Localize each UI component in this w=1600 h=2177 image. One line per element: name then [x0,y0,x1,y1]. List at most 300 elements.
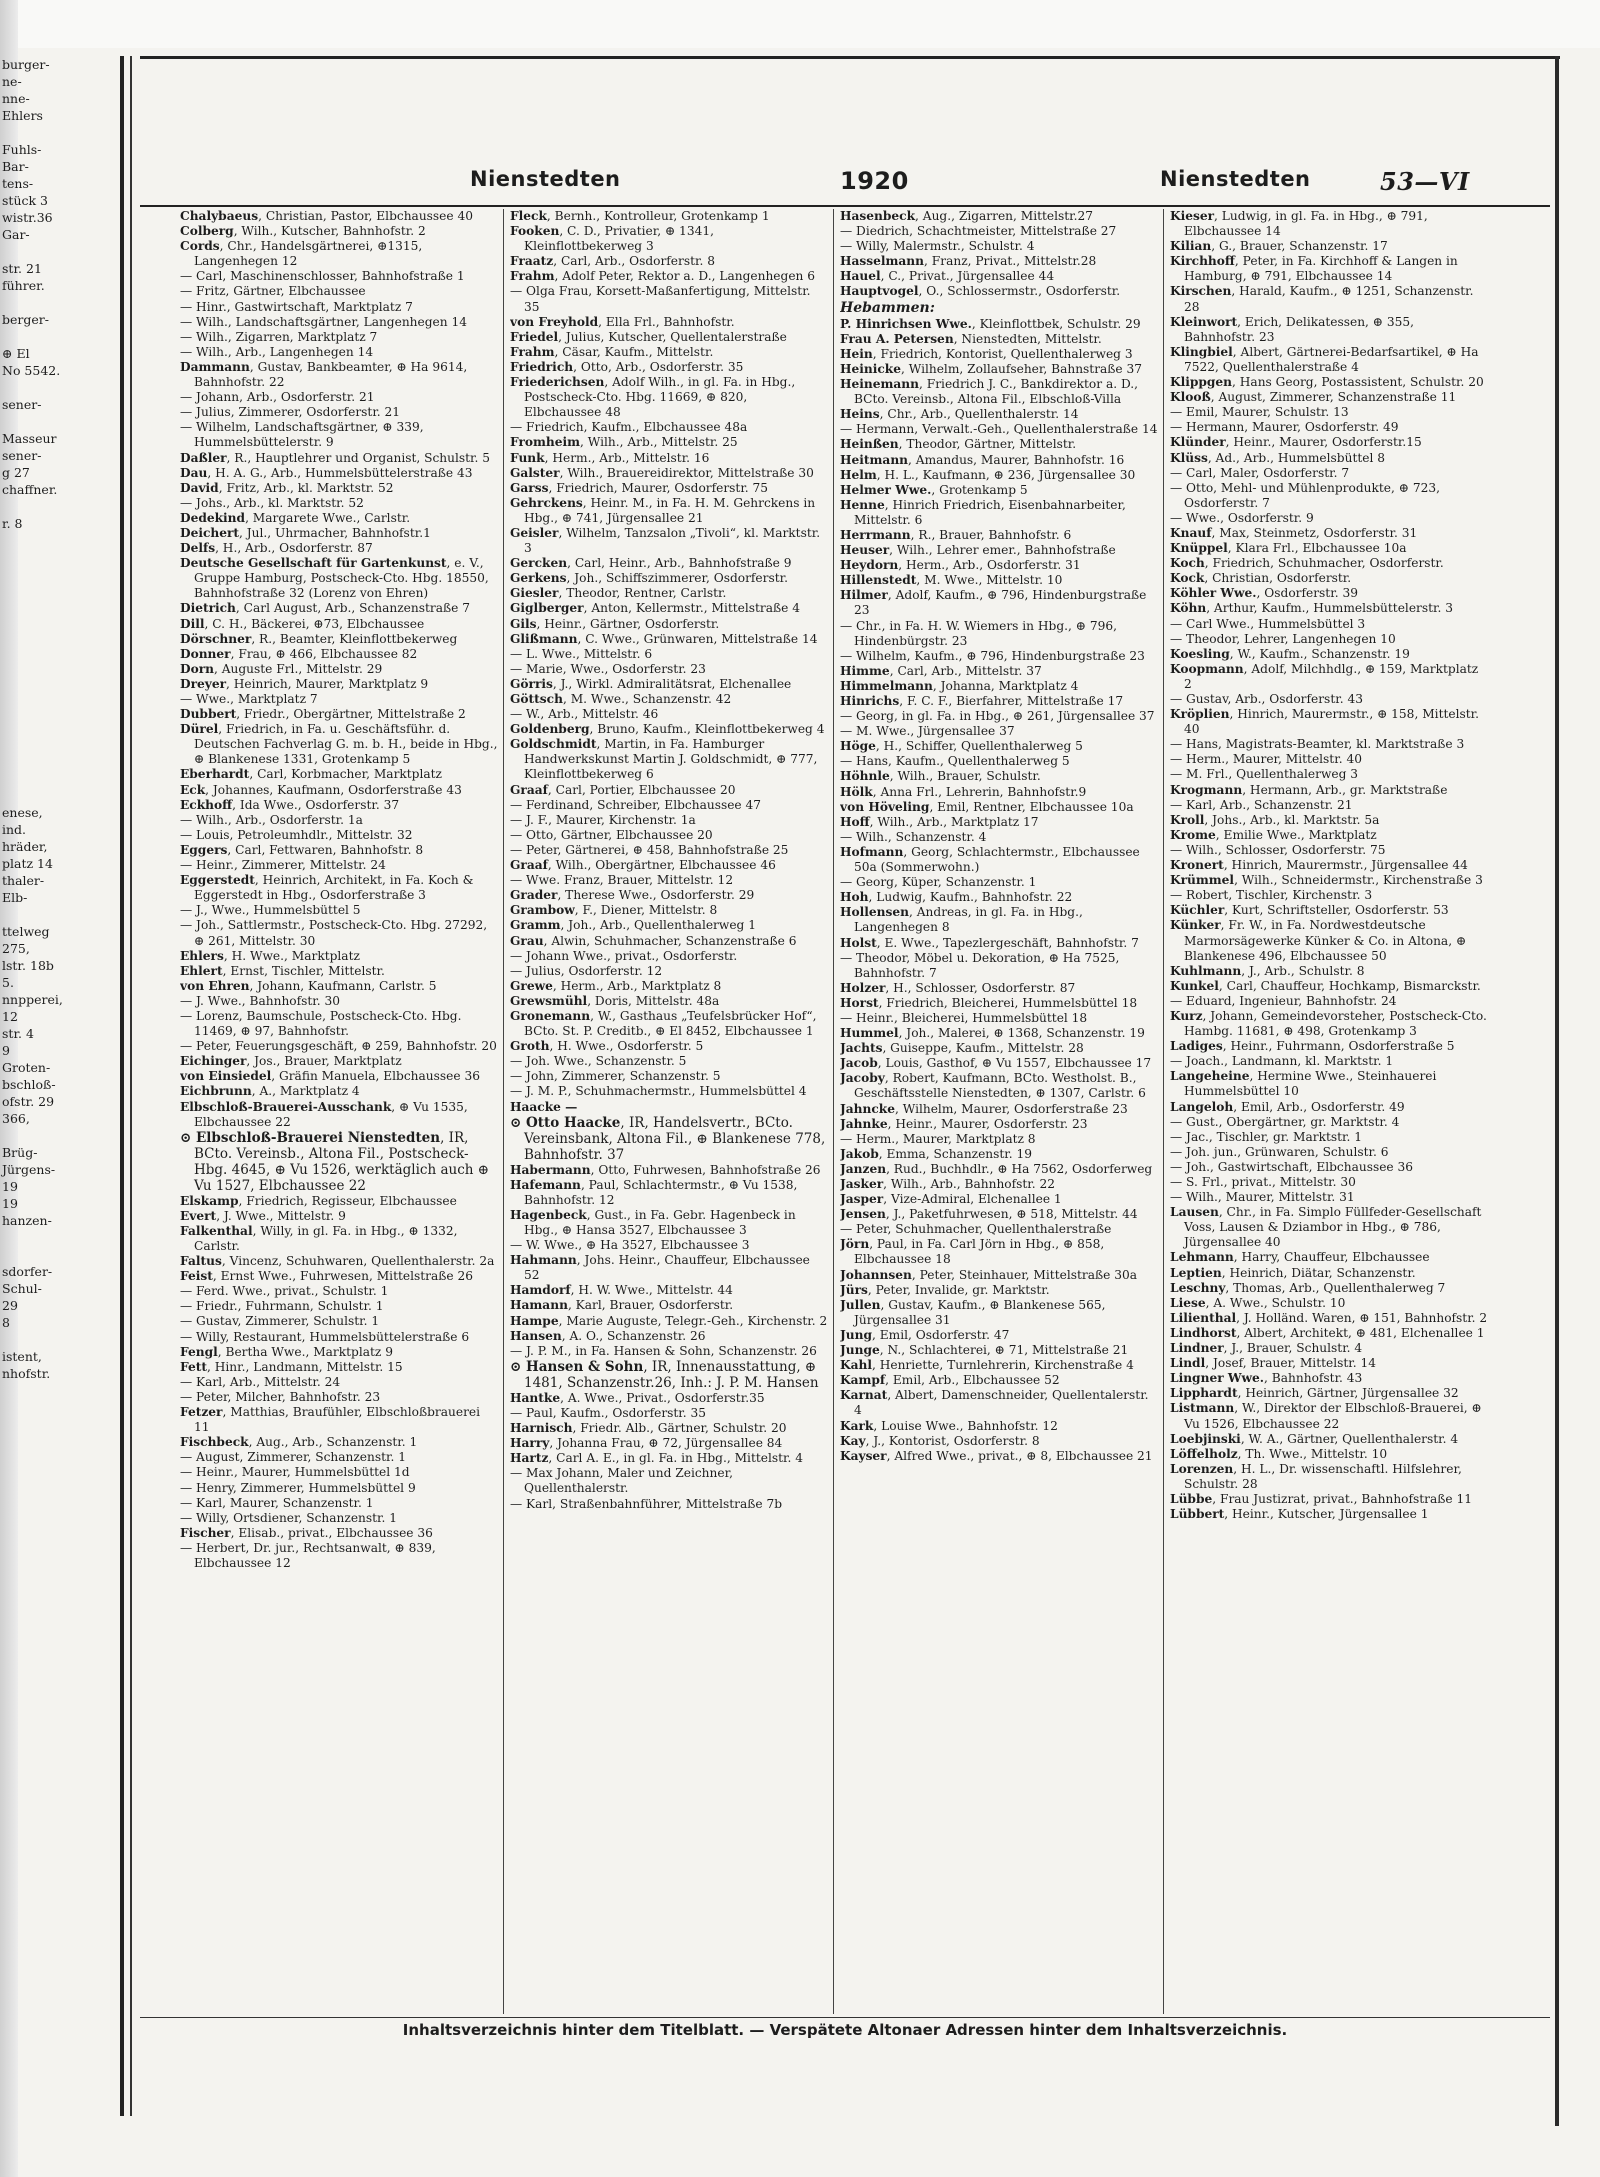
directory-entry: — Heinr., Maurer, Hummelsbüttel 1d [180,1465,410,1480]
directory-entry: Frahm, Cäsar, Kaufm., Mittelstr. [510,344,714,359]
directory-entry: Hafemann, Paul, Schlachtermstr., ⊕ Vu 1538, Bahnhofstr. 12 [510,1177,798,1207]
directory-entry: Koch, Friedrich, Schuhmacher, Osdorferstr. [1170,556,1444,571]
directory-entry: — Karl, Arb., Schanzenstr. 21 [1170,797,1353,812]
directory-entry: Heydorn, Herm., Arb., Osdorferstr. 31 [840,558,1081,573]
entry-name: Goldschmidt [510,737,597,752]
sliver-text-fragment: No 5542. [2,363,61,378]
directory-entry: Hamdorf, H. W. Wwe., Mittelstr. 44 [510,1283,733,1298]
entry-name: Friederichsen [510,375,605,390]
entry-name: Lipphardt [1170,1386,1238,1401]
directory-entry: Henne, Hinrich Friedrich, Eisenbahnarbeiter, Mittelstr. 6 [840,497,1126,527]
directory-entry: Klippgen, Hans Georg, Postassistent, Schulstr. 20 [1170,375,1484,390]
entry-name: Kirchhoff [1170,254,1235,269]
directory-entry: — Friedr., Fuhrmann, Schulstr. 1 [180,1299,384,1314]
directory-entry: — Chr., in Fa. H. W. Wiemers in Hbg., ⊕ 796, Hindenbürgstr. 23 [840,618,1117,648]
column-divider [1163,209,1164,2014]
directory-entry: — Olga Frau, Korsett-Maßanfertigung, Mittelstr. 35 [510,284,811,314]
entry-name: Glißmann [510,631,578,646]
directory-entry: Liese, A. Wwe., Schulstr. 10 [1170,1295,1346,1310]
entry-name: Kronert [1170,858,1224,873]
entry-name: Gronemann [510,1008,591,1023]
directory-entry: Fraatz, Carl, Arb., Osdorferstr. 8 [510,254,715,269]
directory-entry: Klooß, August, Zimmerer, Schanzenstraße 11 [1170,390,1457,405]
entry-name: David [180,480,219,495]
entry-name: Fischbeck [180,1435,249,1450]
directory-entry: Gercken, Carl, Heinr., Arb., Bahnhofstraße 9 [510,556,792,571]
directory-entry: von Ehren, Johann, Kaufmann, Carlstr. 5 [180,978,437,993]
directory-entry: Jacob, Louis, Gasthof, ⊕ Vu 1557, Elbchaussee 17 [840,1056,1152,1071]
directory-entry: Eck, Johannes, Kaufmann, Osdorferstraße 43 [180,782,462,797]
entry-name: Hauptvogel [840,284,919,299]
directory-entry: Gehrckens, Heinr. M., in Fa. H. M. Gehrckens in Hbg., ⊕ 741, Jürgensallee 21 [510,495,816,525]
entry-name: Graaf [510,858,548,873]
directory-entry: Hoff, Wilh., Arb., Marktplatz 17 [840,814,1039,829]
directory-entry: Lausen, Chr., in Fa. Simplo Füllfeder-Gesellschaft Voss, Lausen & Dziambor in Hbg., ⊕ 786, Jürgensallee 40 [1170,1205,1482,1250]
entry-name: von Freyhold [510,314,599,329]
sliver-text-fragment: Jürgens- [2,1162,56,1177]
directory-entry: Jakob, Emma, Schanzenstr. 19 [840,1146,1033,1161]
directory-entry: — Heinr., Bleicherei, Hummelsbüttel 18 [840,1010,1088,1025]
directory-entry: Fischer, Elisab., privat., Elbchaussee 36 [180,1525,433,1540]
directory-entry: — Willy, Malermstr., Schulstr. 4 [840,239,1035,254]
entry-name: Hollensen [840,905,909,920]
directory-entry: Dill, C. H., Bäckerei, ⊕73, Elbchaussee [180,616,425,631]
directory-entry: Leptien, Heinrich, Diätar, Schanzenstr. [1170,1265,1416,1280]
directory-entry: — Gustav, Arb., Osdorferstr. 43 [1170,692,1363,706]
previous-page-sliver [0,56,124,2116]
directory-entry: Grader, Therese Wwe., Osdorferstr. 29 [510,888,755,903]
directory-entry: Kampf, Emil, Arb., Elbchaussee 52 [840,1373,1060,1388]
entry-name: Lindner [1170,1341,1224,1356]
column-divider [833,209,834,2014]
entry-name: Hamdorf [510,1283,571,1298]
sliver-text-fragment: ind. [2,822,27,837]
page-header [140,159,1550,199]
entry-name: Görris [510,676,553,691]
directory-entry: — Paul, Kaufm., Osdorferstr. 35 [510,1405,707,1420]
directory-entry: Geisler, Wilhelm, Tanzsalon „Tivoli“, kl. Marktstr. 3 [510,525,821,556]
directory-entry: Hofmann, Georg, Schlachtermstr., Elbchaussee 50a (Sommerwohn.) [840,844,1140,875]
directory-entry: Jasker, Wilh., Arb., Bahnhofstr. 22 [840,1177,1056,1191]
entry-name: Lindl [1170,1356,1206,1371]
directory-entry: Friedrich, Otto, Arb., Osdorferstr. 35 [510,359,744,374]
sliver-text-fragment [0,634,120,651]
sliver-text-fragment: stück 3 [2,193,48,208]
directory-entry: Kröplien, Hinrich, Maurermstr., ⊕ 158, Mittelstr. 40 [1170,707,1479,737]
directory-entry: — J., Wwe., Hummelsbüttel 5 [180,903,361,918]
directory-entry: Höge, H., Schiffer, Quellenthalerweg 5 [840,739,1083,754]
entry-name: Heuser [840,543,890,558]
entry-name: Helm [840,467,877,482]
entry-name: Fleck [510,209,547,223]
entry-name: Daßler [180,450,227,465]
directory-entry: Hansen, A. O., Schanzenstr. 26 [510,1328,706,1343]
directory-entry: Giglberger, Anton, Kellermstr., Mittelstraße 4 [510,601,800,616]
entry-name: Hasenbeck [840,209,916,223]
sliver-text-fragment: Brüg- [2,1145,38,1160]
directory-entry: — Herm., Maurer, Marktplatz 8 [840,1131,1036,1146]
entry-name: Ehlers [180,948,224,963]
directory-entry: Lorenzen, H. L., Dr. wissenschaftl. Hilfslehrer, Schulstr. 28 [1170,1461,1462,1491]
directory-entry: Kayser, Alfred Wwe., privat., ⊕ 8, Elbchaussee 21 [840,1448,1153,1463]
directory-entry: Listmann, W., Direktor der Elbschloß-Brauerei, ⊕ Vu 1526, Elbchaussee 22 [1170,1401,1482,1431]
sliver-text-fragment: hräder, [2,839,48,854]
sliver-text-fragment: Ehlers [2,108,43,123]
directory-entry: — Jac., Tischler, gr. Marktstr. 1 [1170,1129,1362,1144]
directory-entry: Fetzer, Matthias, Braufühler, Elbschloßbrauerei 11 [180,1405,481,1435]
directory-entry: Jörn, Paul, in Fa. Carl Jörn in Hbg., ⊕ 858, Elbchaussee 18 [840,1237,1105,1267]
directory-entry: Harnisch, Friedr. Alb., Gärtner, Schulstr. 20 [510,1421,787,1436]
directory-entry: Kuhlmann, J., Arb., Schulstr. 8 [1170,963,1365,978]
entry-name: Jung [840,1327,873,1342]
entry-name: Gehrckens [510,495,583,510]
directory-entry: Heuser, Wilh., Lehrer emer., Bahnhofstraße [840,543,1116,558]
directory-entry: — M. Frl., Quellenthalerweg 3 [1170,767,1359,782]
entry-name: Kilian [1170,239,1212,254]
entry-name: Jahnke [840,1116,888,1131]
directory-entry: Deichert, Jul., Uhrmacher, Bahnhofstr.1 [180,525,431,540]
sliver-text-fragment: Bar- [2,159,29,174]
directory-entry: Dedekind, Margarete Wwe., Carlstr. [180,510,411,525]
entry-name: Kuhlmann [1170,963,1242,978]
sliver-text-fragment [0,719,120,736]
entry-name: Hartz [510,1451,549,1466]
directory-entry: — J. P. M., in Fa. Hansen & Sohn, Schanzenstr. 26 [510,1343,817,1358]
sliver-text-fragment: Elb- [2,890,28,905]
entry-name: Elbschloß-Brauerei-Ausschank [180,1099,392,1114]
entry-name: Eberhardt [180,767,250,782]
directory-entry: — Hinr., Gastwirtschaft, Marktplatz 7 [180,299,413,314]
entry-name: Höge [840,739,876,754]
sliver-text-fragment [0,124,120,141]
directory-entry: Heins, Chr., Arb., Quellenthalerstr. 14 [840,407,1079,422]
directory-entry: — Carl, Maschinenschlosser, Bahnhofstraße 1 [180,269,465,284]
directory-entry: — Otto, Mehl- und Mühlenprodukte, ⊕ 723, Osdorferstr. 7 [1170,480,1440,510]
directory-entry: Dammann, Gustav, Bankbeamter, ⊕ Ha 9614, Bahnhofstr. 22 [180,359,468,390]
directory-entry: Habermann, Otto, Fuhrwesen, Bahnhofstraße 26 [510,1162,821,1177]
directory-entry: Langeloh, Emil, Arb., Osdorferstr. 49 [1170,1099,1405,1114]
directory-entry: Jasper, Vize-Admiral, Elchenallee 1 [840,1192,1062,1207]
entry-name: Klooß [1170,390,1211,405]
directory-entry: Kilian, G., Brauer, Schanzenstr. 17 [1170,239,1388,254]
entry-name: Friedrich [510,359,574,374]
directory-entry: — Theodor, Lehrer, Langenhegen 10 [1170,631,1396,646]
directory-entry: Groth, H. Wwe., Osdorferstr. 5 [510,1039,704,1054]
directory-entry: — Fritz, Gärtner, Elbchaussee [180,284,366,299]
entry-name: Galster [510,465,560,480]
directory-entry: Fett, Hinr., Landmann, Mittelstr. 15 [180,1359,403,1374]
directory-entry: Grewe, Herm., Arb., Marktplatz 8 [510,978,722,993]
sliver-text-fragment [0,702,120,719]
entry-name: Koch [1170,556,1205,571]
directory-entry: Harry, Johanna Frau, ⊕ 72, Jürgensallee 84 [510,1436,783,1451]
entry-name: Harnisch [510,1421,573,1436]
directory-entry: Deutsche Gesellschaft für Gartenkunst, e. V., Gruppe Hamburg, Postscheck-Cto. Hbg. 18550, Bahnhofstraße 32 (Lorenz von Ehren) [180,556,489,601]
directory-entry: Grambow, F., Diener, Mittelstr. 8 [510,903,718,918]
entry-name: Garss [510,480,549,495]
header-page-number: 53—VI [1380,167,1470,196]
entry-name: Jacob [840,1056,878,1071]
entry-name: Göttsch [510,692,563,706]
entry-name: Heitmann [840,452,909,467]
directory-entry: — Theodor, Möbel u. Dekoration, ⊕ Ha 7525, Bahnhofstr. 7 [840,950,1120,980]
entry-name: Geisler [510,525,559,540]
directory-entry: — Hermann, Verwalt.-Geh., Quellenthalerstraße 14 [840,422,1158,437]
entry-name: Liese [1170,1295,1206,1310]
directory-entry: Löffelholz, Th. Wwe., Mittelstr. 10 [1170,1446,1388,1461]
directory-entry: Cords, Chr., Handelsgärtnerei, ⊕1315, Langenhegen 12 [180,239,423,269]
entry-name: Kahl [840,1358,872,1373]
directory-page [140,56,1560,2159]
directory-entry: Kay, J., Kontorist, Osdorferstr. 8 [840,1433,1040,1448]
entry-name: Dammann [180,359,250,374]
entry-name: Funk [510,450,545,465]
entry-name: Dietrich [180,601,236,616]
sliver-text-fragment [0,685,120,702]
directory-entry: Kirschen, Harald, Kaufm., ⊕ 1251, Schanzenstr. 28 [1170,284,1474,314]
entry-name: Fromheim [510,435,581,450]
sliver-text-fragment: chaffner. [2,482,58,497]
directory-entry: — Hans, Magistrats-Beamter, kl. Marktstraße 3 [1170,737,1465,752]
directory-entry: Dreyer, Heinrich, Maurer, Marktplatz 9 [180,676,429,691]
directory-entry: — Wilh., Arb., Langenhegen 14 [180,344,374,359]
sliver-text-fragment [0,1229,120,1246]
directory-entry: Himmelmann, Johanna, Marktplatz 4 [840,678,1079,693]
entry-name: Dörschner [180,631,252,646]
entry-name: Hilmer [840,588,888,603]
entry-name: Grau [510,933,544,948]
directory-entry: — Wilh., Arb., Osdorferstr. 1a [180,812,363,827]
entry-name: Holst [840,935,877,950]
entry-name: Eckhoff [180,797,233,812]
directory-entry: — Wwe., Osdorferstr. 9 [1170,510,1314,525]
directory-entry: Jürs, Peter, Invalide, gr. Marktstr. [840,1282,1050,1297]
entry-name: Krogmann [1170,782,1243,797]
directory-entry: Göttsch, M. Wwe., Schanzenstr. 42 [510,692,732,706]
sliver-text-fragment: ofstr. 29 [2,1094,55,1109]
entry-name: Gils [510,616,537,631]
sliver-text-fragment: Groten- [2,1060,51,1075]
entry-name: Kröplien [1170,707,1230,722]
entry-name: Jacoby [840,1071,885,1086]
entry-name: Kroll [1170,812,1205,827]
column-4 [1170,209,1488,2014]
sliver-text-fragment: sener- [2,448,42,463]
entry-name: Fengl [180,1344,218,1359]
directory-entry: Kronert, Hinrich, Maurermstr., Jürgensallee 44 [1170,858,1468,873]
directory-entry: Elbschloß-Brauerei-Ausschank, ⊕ Vu 1535, Elbchaussee 22 [180,1099,468,1129]
directory-entry: Elskamp, Friedrich, Regisseur, Elbchaussee [180,1193,457,1208]
page-footer-note: Inhaltsverzeichnis hinter dem Titelblatt. — Verspätete Altonaer Adressen hinter dem Inhaltsverzeichnis. [402,2021,1288,2039]
entry-name: Grewe [510,978,553,993]
directory-entry: — Johann, Arb., Osdorferstr. 21 [180,390,375,405]
entry-name: Krümmel [1170,873,1235,888]
directory-entry: Friederichsen, Adolf Wilh., in gl. Fa. in Hbg., Postscheck-Cto. Hbg. 11669, ⊕ 820, Elbchaussee 48 [510,375,796,420]
header-place-left: Nienstedten [470,167,621,191]
directory-entry: Jung, Emil, Osdorferstr. 47 [840,1327,1010,1342]
directory-entry: Funk, Herm., Arb., Mittelstr. 16 [510,450,710,465]
directory-entry: — Wilh., Maurer, Mittelstr. 31 [1170,1190,1355,1205]
directory-entry: Eberhardt, Carl, Korbmacher, Marktplatz [180,767,442,782]
header-rule [140,205,1550,207]
directory-entry: Hasselmann, Franz, Privat., Mittelstr.28 [840,254,1097,269]
entry-name: Ehlert [180,963,223,978]
directory-entry: Klingbiel, Albert, Gärtnerei-Bedarfsartikel, ⊕ Ha 7522, Quellenthalerstraße 4 [1170,344,1479,374]
entry-name: Deutsche Gesellschaft für Gartenkunst [180,556,447,571]
directory-entry: — Hermann, Maurer, Osdorferstr. 49 [1170,420,1399,435]
directory-entry: — Peter, Schuhmacher, Quellenthalerstraße [840,1222,1112,1237]
directory-entry: Lingner Wwe., Bahnhofstr. 43 [1170,1371,1363,1386]
directory-entry: Koesling, W., Kaufm., Schanzenstr. 19 [1170,646,1410,661]
directory-entry: Koopmann, Adolf, Milchhdlg., ⊕ 159, Marktplatz 2 [1170,661,1479,691]
directory-entry: — Willy, Ortsdiener, Schanzenstr. 1 [180,1510,398,1525]
directory-entry: Hasenbeck, Aug., Zigarren, Mittelstr.27 [840,209,1094,223]
directory-entry: Johannsen, Peter, Steinhauer, Mittelstraße 30a [840,1267,1137,1282]
directory-entry: Knauf, Max, Steinmetz, Osdorferstr. 31 [1170,525,1418,540]
directory-entry: Daßler, R., Hauptlehrer und Organist, Schulstr. 5 [180,450,491,465]
entry-name: Dedekind [180,510,246,525]
directory-entry: Höhnle, Wilh., Brauer, Schulstr. [840,769,1041,784]
directory-entry: — Robert, Tischler, Kirchenstr. 3 [1170,888,1373,903]
entry-name: Köhler Wwe. [1170,586,1257,601]
entry-name: Fett [180,1359,207,1374]
entry-name: Dreyer [180,676,227,691]
directory-entry: Köhn, Arthur, Kaufm., Hummelsbüttelerstr. 3 [1170,601,1453,616]
entry-name: Hahmann [510,1253,577,1268]
sliver-text-fragment: wistr.36 [2,210,53,225]
directory-entry: Künker, Fr. W., in Fa. Nordwestdeutsche Marmorsägewerke Künker & Co. in Altona, ⊕ Blankenese 496, Elbchaussee 50 [1170,918,1467,963]
entry-name: Henne [840,497,885,512]
entry-name: Hummel [840,1026,899,1041]
sliver-text-fragment [0,651,120,668]
directory-entry: Kieser, Ludwig, in gl. Fa. in Hbg., ⊕ 791, Elbchaussee 14 [1170,209,1428,239]
directory-entry: Holzer, H., Schlosser, Osdorferstr. 87 [840,980,1076,995]
directory-entry: — Georg, in gl. Fa. in Hbg., ⊕ 261, Jürgensallee 37 [840,709,1155,724]
entry-name: Lorenzen [1170,1461,1234,1476]
entry-name: Jullen [840,1297,881,1312]
directory-entry: — Hans, Kaufm., Quellenthalerweg 5 [840,754,1070,769]
entry-name: Friedel [510,329,559,344]
entry-name: Lehmann [1170,1250,1234,1265]
directory-entry: Lindhorst, Albert, Architekt, ⊕ 481, Elchenallee 1 [1170,1325,1485,1340]
sliver-text-fragment: 12 [2,1009,18,1024]
directory-entry: — Joach., Landmann, kl. Marktstr. 1 [1170,1054,1394,1069]
directory-entry: — Emil, Maurer, Schulstr. 13 [1170,405,1349,420]
entry-name: Chalybaeus [180,209,259,223]
entry-name: Frahm [510,269,555,284]
directory-entry: — Carl, Maler, Osdorferstr. 7 [1170,465,1350,480]
header-year: 1920 [840,167,909,195]
directory-entry: — J. F., Maurer, Kirchenstr. 1a [510,812,696,827]
entry-name: Donner [180,646,231,661]
directory-entry: Hartz, Carl A. E., in gl. Fa. in Hbg., Mittelstr. 4 [510,1451,804,1466]
directory-entry: Delfs, H., Arb., Osdorferstr. 87 [180,541,373,556]
directory-entry: — Otto, Gärtner, Elbchaussee 20 [510,827,713,842]
sliver-text-fragment: burger- [2,57,50,72]
entry-name: Karnat [840,1388,888,1403]
directory-entry: Dau, H. A. G., Arb., Hummelsbüttelerstraße 43 [180,465,473,480]
entry-name: Faltus [180,1254,222,1269]
sliver-text-fragment [0,328,120,345]
directory-entry: Lindner, J., Brauer, Schulstr. 4 [1170,1341,1363,1356]
entry-name: Elskamp [180,1193,239,1208]
entry-name: Graaf [510,782,548,797]
directory-entry: Fooken, C. D., Privatier, ⊕ 1341, Kleinflottbekerweg 3 [510,224,714,254]
directory-entry: Küchler, Kurt, Schriftsteller, Osdorferstr. 53 [1170,903,1449,918]
entry-name: Heydorn [840,558,899,573]
directory-entry: — J. M. P., Schuhmachermstr., Hummelsbüttel 4 [510,1084,807,1099]
directory-entry: — L. Wwe., Mittelstr. 6 [510,646,653,661]
entry-name: Kock [1170,571,1205,586]
directory-entry: Kock, Christian, Osdorferstr. [1170,571,1352,586]
sliver-text-fragment: sdorfer- [2,1264,53,1279]
directory-entry: — Wilh., Schanzenstr. 4 [840,829,987,844]
entry-name: Koopmann [1170,661,1244,676]
entry-name: Hagenbeck [510,1207,587,1222]
sliver-text-fragment: sener- [2,397,42,412]
entry-name: Kleinwort [1170,314,1238,329]
directory-entry: Kahl, Henriette, Turnlehrerin, Kirchenstraße 4 [840,1358,1134,1373]
directory-entry: — Wwe. Franz, Brauer, Mittelstr. 12 [510,873,734,888]
directory-entry: Hagenbeck, Gust., in Fa. Gebr. Hagenbeck in Hbg., ⊕ Hansa 3527, Elbchaussee 3 [510,1207,796,1237]
directory-entry: — W., Arb., Mittelstr. 46 [510,707,659,722]
entry-name: Jensen [840,1207,886,1222]
directory-entry: Heinßen, Theodor, Gärtner, Mittelstr. [840,437,1077,452]
directory-entry: — Peter, Milcher, Bahnhofstr. 23 [180,1389,381,1404]
sliver-text-fragment: r. 8 [2,516,23,531]
directory-entry: — Wilhelm, Landschaftsgärtner, ⊕ 339, Hummelsbüttelerstr. 9 [180,420,424,450]
entry-name: Jahncke [840,1101,896,1116]
directory-entry: Fromheim, Wilh., Arb., Mittelstr. 25 [510,435,738,450]
entry-name: Lilienthal [1170,1310,1237,1325]
sliver-text-fragment: lstr. 18b [2,958,54,973]
directory-entry: Heitmann, Amandus, Maurer, Bahnhofstr. 16 [840,452,1125,467]
directory-entry: Donner, Frau, ⊕ 466, Elbchaussee 82 [180,646,418,661]
directory-entry: Köhler Wwe., Osdorferstr. 39 [1170,586,1358,601]
sliver-text-fragment: 9 [2,1043,10,1058]
directory-entry: — Karl, Arb., Mittelstr. 24 [180,1374,341,1389]
directory-entry: Feist, Ernst Wwe., Fuhrwesen, Mittelstraße 26 [180,1269,473,1284]
directory-entry: Goldschmidt, Martin, in Fa. Hamburger Handwerkskunst Martin J. Goldschmidt, ⊕ 777, Kleinflottbekerweg 6 [510,737,818,782]
entry-name: Lingner Wwe. [1170,1371,1265,1386]
column-2 [510,209,828,2014]
entry-name: Jörn [840,1237,870,1252]
directory-entry: — Karl, Straßenbahnführer, Mittelstraße 7b [510,1496,783,1511]
directory-entry: ⊙ Hansen & Sohn, IR, Innenausstattung, ⊕ 1481, Schanzenstr.26, Inh.: J. P. M. Hansen [510,1358,819,1391]
directory-entry: — Ferd. Wwe., privat., Schulstr. 1 [180,1284,389,1299]
directory-entry: — S. Frl., privat., Mittelstr. 30 [1170,1175,1356,1189]
directory-entry: Horst, Friedrich, Bleicherei, Hummelsbüttel 18 [840,995,1138,1010]
directory-entry: Hollensen, Andreas, in gl. Fa. in Hbg., Langenhegen 8 [840,905,1083,935]
column-divider [503,209,504,2014]
sliver-text-fragment: istent, [2,1349,42,1364]
sliver-text-fragment: platz 14 [2,856,53,871]
entry-name: Jasker [840,1177,884,1191]
page-edge [1555,56,1559,2126]
entry-name: Giglberger [510,601,584,616]
directory-entry: Jullen, Gustav, Kaufm., ⊕ Blankenese 565, Jürgensallee 31 [840,1297,1106,1327]
directory-entry: — Friedrich, Kaufm., Elbchaussee 48a [510,420,748,435]
directory-entry: — Max Johann, Maler und Zeichner, Quellenthalerstr. [510,1466,733,1496]
entry-name: Ladiges [1170,1039,1223,1054]
sliver-text-fragment: 5. [2,975,14,990]
entry-name: Hamann [510,1298,568,1313]
column-3 [840,209,1158,2014]
directory-entry: Eichinger, Jos., Brauer, Marktplatz [180,1054,402,1069]
sliver-text-fragment: bschloß- [2,1077,56,1092]
entry-name: Kayser [840,1448,887,1463]
entry-name: Kirschen [1170,284,1232,299]
